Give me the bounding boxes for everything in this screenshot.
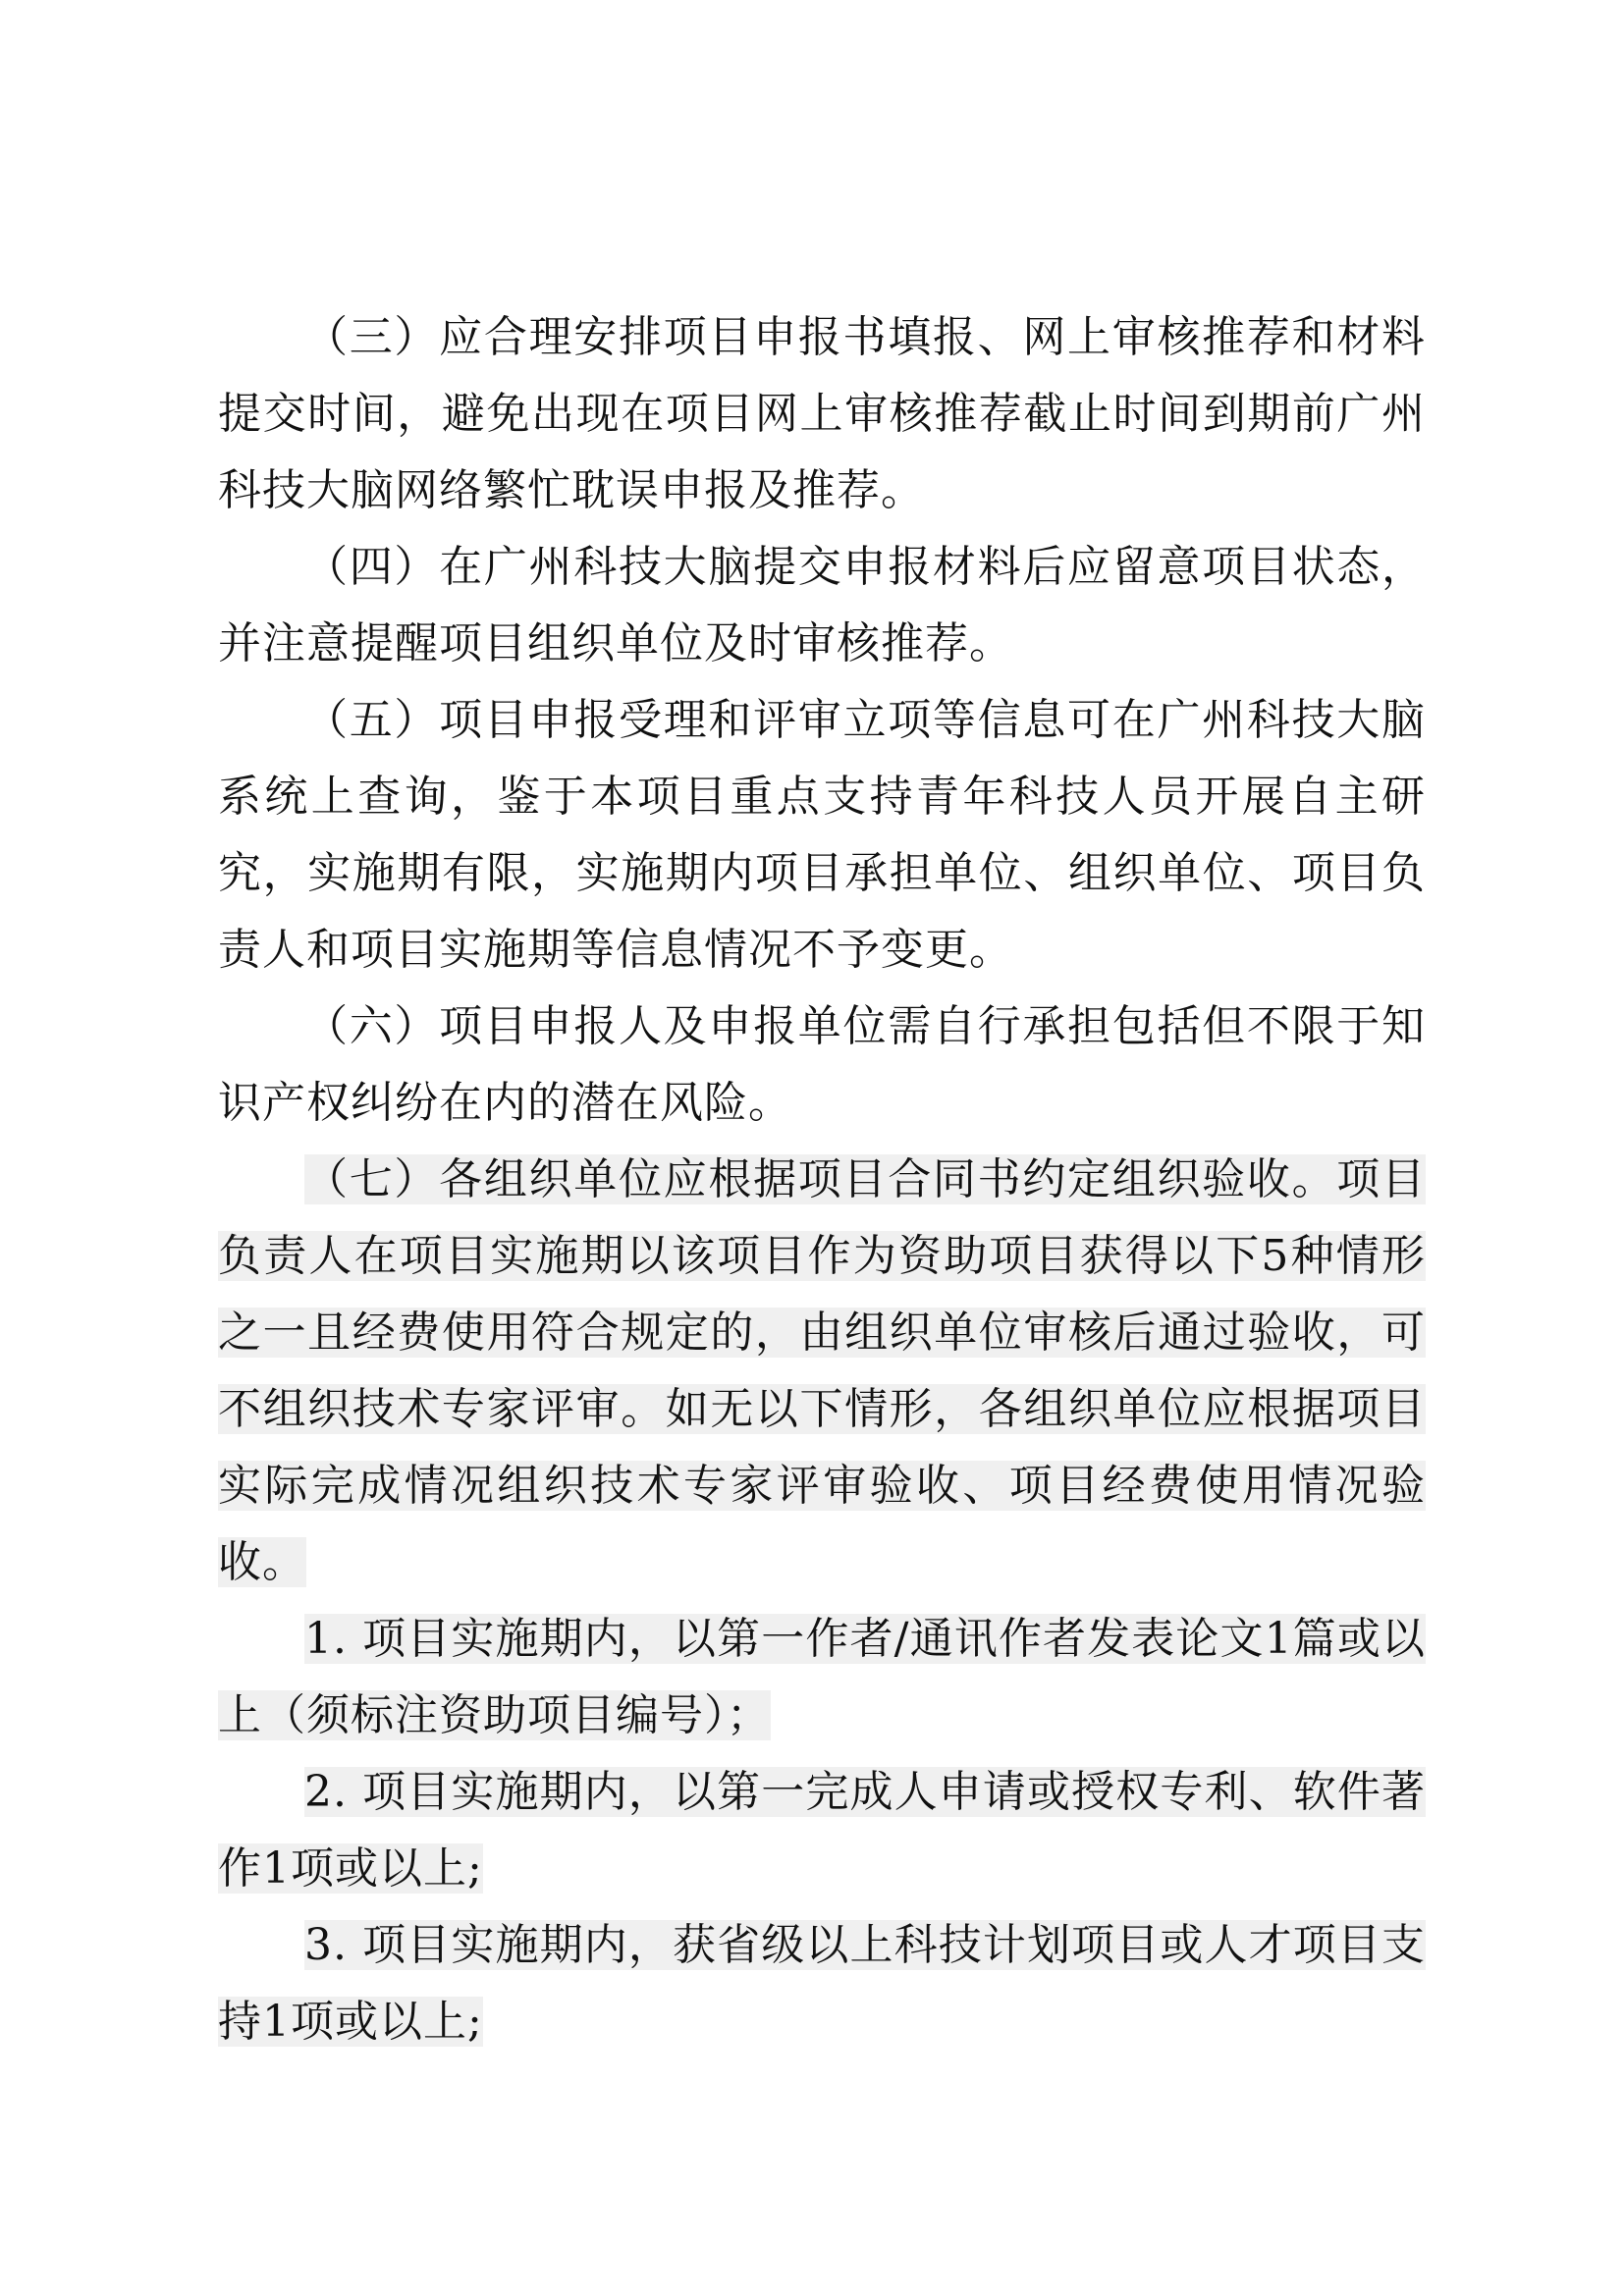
- paragraph-subitem-3: [218, 1907, 1426, 2060]
- highlighted-text: 1. 项目实施期内，以第一作者/通讯作者发表论文1篇或以上（须标注资助项目编号）；: [218, 1614, 1426, 1740]
- paragraph-subitem-1: [218, 1601, 1426, 1754]
- highlighted-text: 3. 项目实施期内，获省级以上科技计划项目或人才项目支持1项或以上;: [218, 1920, 1426, 2047]
- paragraph-item-7: [218, 1142, 1426, 1601]
- document-body: [218, 299, 1426, 2060]
- paragraph-item-6: （六）项目申报人及申报单位需自行承担包括但不限于知识产权纠纷在内的潜在风险。: [218, 1001, 1426, 1128]
- highlighted-text: 2. 项目实施期内，以第一完成人申请或授权专利、软件著作1项或以上;: [218, 1767, 1426, 1894]
- highlighted-text: （七）各组织单位应根据项目合同书约定组织验收。项目负责人在项目实施期以该项目作为资助项目获得以下5种情形之一且经费使用符合规定的，由组织单位审核后通过验收，可不组织技术专家评审。如无以下情形，各组织单位应根据项目实际完成情况组织技术专家评审验收、项目经费使用情况验收。: [218, 1154, 1426, 1587]
- paragraph-item-5: （五）项目申报受理和评审立项等信息可在广州科技大脑系统上查询，鉴于本项目重点支持青年科技人员开展自主研究，实施期有限，实施期内项目承担单位、组织单位、项目负责人和项目实施期等信息情况不予变更。: [218, 695, 1426, 975]
- paragraph-item-4: （四）在广州科技大脑提交申报材料后应留意项目状态，并注意提醒项目组织单位及时审核推荐。: [218, 542, 1426, 668]
- paragraph-subitem-2: [218, 1754, 1426, 1907]
- paragraph-item-3: （三）应合理安排项目申报书填报、网上审核推荐和材料提交时间，避免出现在项目网上审核推荐截止时间到期前广州科技大脑网络繁忙耽误申报及推荐。: [218, 312, 1426, 515]
